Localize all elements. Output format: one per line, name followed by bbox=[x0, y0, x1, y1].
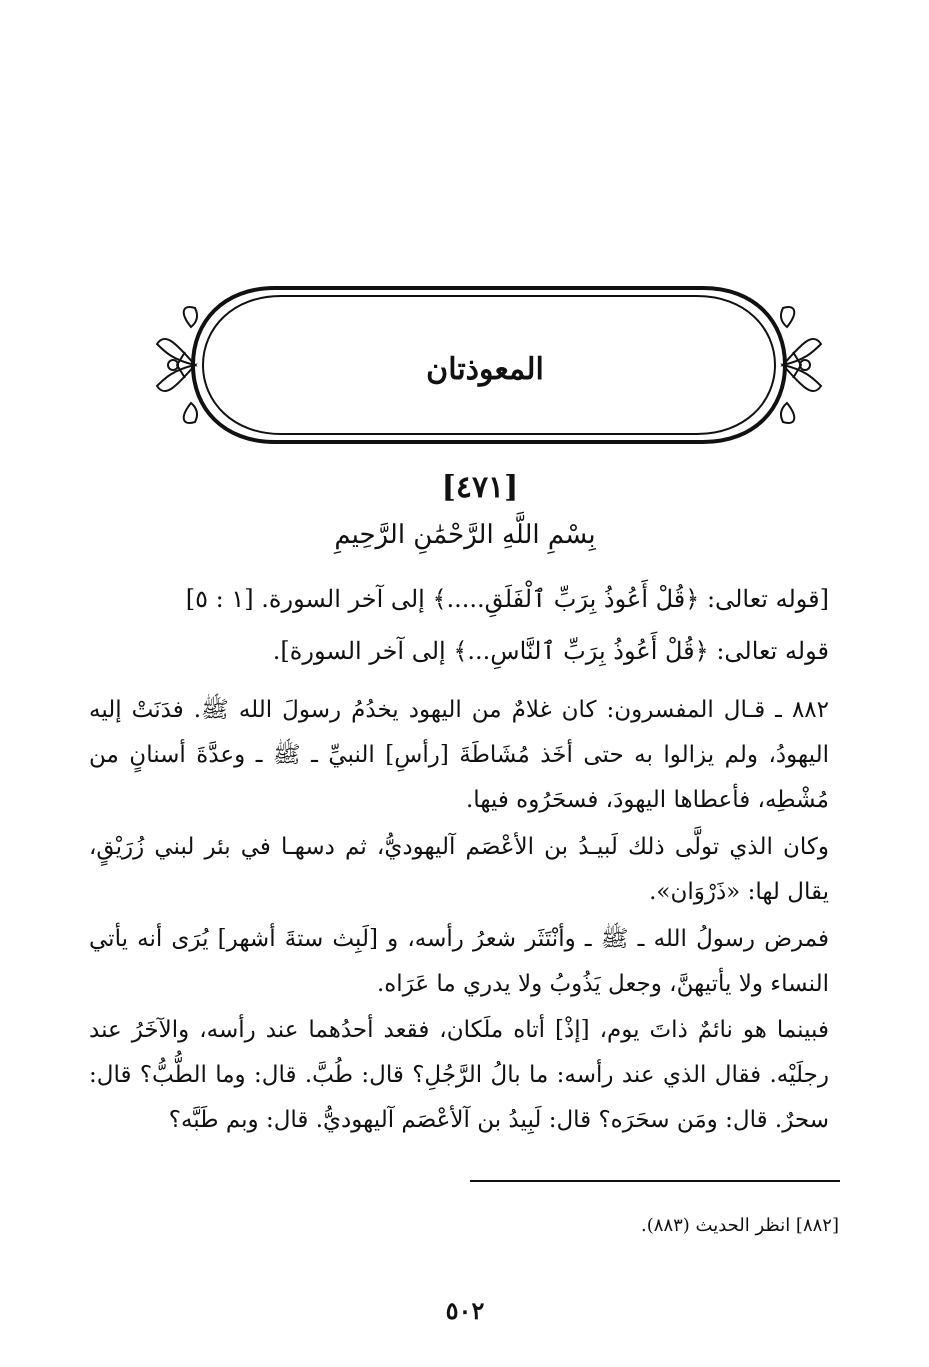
surah-title: المعوذتان bbox=[426, 352, 544, 387]
verse-line-nas: قوله تعالى: ﴿قُلْ أَعُوذُ بِرَبِّ ٱلنَّاسِ...﴾ إلى آخر السورة]. bbox=[272, 637, 829, 665]
basmala: بِسْمِ اللَّهِ الرَّحْمَٰنِ الرَّحِيمِ bbox=[334, 520, 596, 550]
paragraph-882-intro: ٨٨٢ ـ قـال المفسرون: كان غلامٌ من اليهود يخدُمُ رسولَ الله ﷺ. فدَنَتْ إليه اليهودُ، ولم يزالوا به حتى أخَذ مُشَاطَةَ [رأسِ] النبيِّ ـ ﷺ ـ وعدَّةَ أسنانٍ من مُشْطِه، فأعطاها اليهودَ، فسحَرُوه فيها. bbox=[89, 697, 829, 813]
right-ornament bbox=[781, 307, 821, 423]
page-number: ٥٠٢ bbox=[445, 1296, 485, 1325]
footnote-882: [٨٨٢] انظر الحديث (٨٨٣). bbox=[641, 1215, 839, 1236]
paragraph-labid: وكان الذي تولَّى ذلك لَبيـدُ بن الأعْصَم آليهوديُّ، ثم دسهـا في بئر لبني زُرَيْقٍ، يقال لها: «ذَرْوَان». bbox=[89, 834, 829, 905]
footnote-divider bbox=[470, 1180, 840, 1182]
paragraph-illness: فمرض رسولُ الله ـ ﷺ ـ وأنْتَثَر شعرُ رأسه، و [لَبِث ستةَ أشهر] يُرَى أنه يأتي النساء ولا يأتيهنَّ، وجعل يَذُوبُ ولا يدري ما عَرَاه. bbox=[89, 926, 829, 997]
paragraph-two-angels: فبينما هو نائمٌ ذاتَ يوم، [إذْ] أتاه ملَكان، فقعد أحدُهما عند رأسه، والآخَرُ عند رجلَيْه. فقال الذي عند رأسه: ما بالُ الرَّجُلِ؟ قال: طُبَّ. قال: وما الطُّبُّ؟ قال: سحرٌ. قال: ومَن سحَرَه؟ قال: لَبِيدُ بن آلأعْصَم آليهوديُّ. قال: وبم طَبَّه؟ bbox=[89, 1017, 829, 1133]
section-number: [٤٧١] bbox=[441, 470, 519, 505]
verse-line-falaq: [قوله تعالى: ﴿قُلْ أَعُوذُ بِرَبِّ ٱلْفَلَقِ.....﴾ إلى آخر السورة. [١ : ٥] bbox=[185, 585, 829, 613]
left-ornament bbox=[157, 307, 197, 423]
